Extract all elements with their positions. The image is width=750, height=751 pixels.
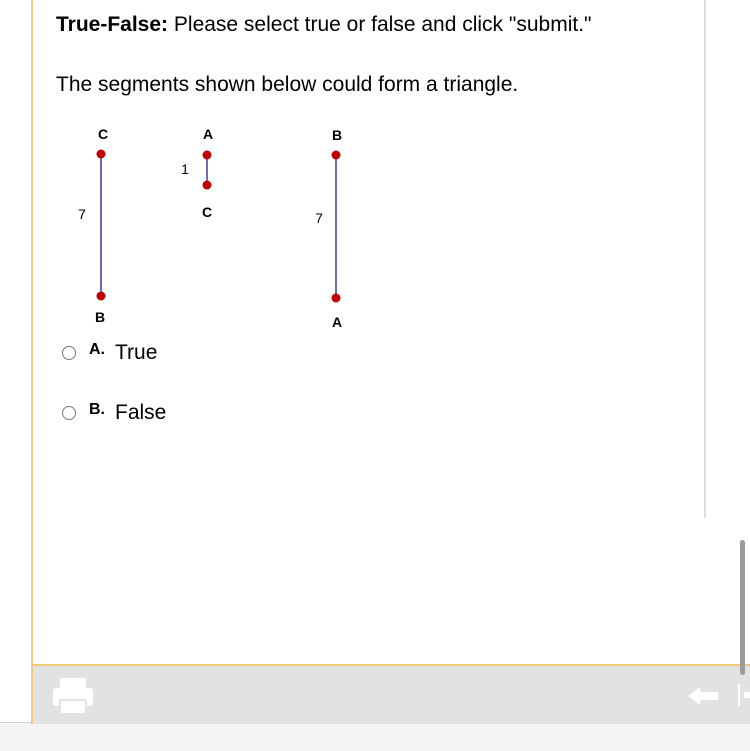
segment-cb-length-label: 7: [78, 206, 86, 222]
segment-ba-top-label: B: [331, 127, 343, 143]
choice-true-letter: A.: [89, 341, 105, 358]
segment-ac-top-label: A: [202, 126, 214, 142]
segment-ba-length-label: 7: [315, 210, 323, 226]
bottom-strip: [0, 722, 750, 751]
instructions: [56, 13, 591, 37]
bottom-toolbar: [33, 664, 750, 724]
choice-true[interactable]: [62, 341, 157, 365]
next-arrow-icon[interactable]: [738, 684, 750, 706]
segment-cb-top-label: C: [97, 126, 109, 142]
segment-ac-bottom-label: C: [201, 204, 213, 220]
choice-false-label: False: [115, 401, 167, 424]
printer-icon[interactable]: [51, 676, 95, 716]
segment-cb-bottom-label: B: [94, 309, 106, 325]
radio-false[interactable]: [62, 406, 76, 420]
content-divider: [704, 0, 706, 518]
instruction-lead: True-False:: [56, 13, 169, 36]
choice-true-label: True: [115, 341, 158, 364]
radio-true[interactable]: [62, 346, 76, 360]
vertical-scrollbar-thumb[interactable]: [740, 540, 745, 675]
choice-false-letter: B.: [89, 401, 105, 418]
segment-ac-length-label: 1: [181, 161, 189, 177]
instruction-text: Please select true or false and click "submit.": [173, 13, 592, 36]
segment-ba-bottom-label: A: [331, 314, 343, 330]
choice-false[interactable]: [62, 401, 166, 425]
question-text: The segments shown below could form a triangle.: [56, 73, 519, 96]
back-arrow-icon[interactable]: [688, 686, 722, 706]
